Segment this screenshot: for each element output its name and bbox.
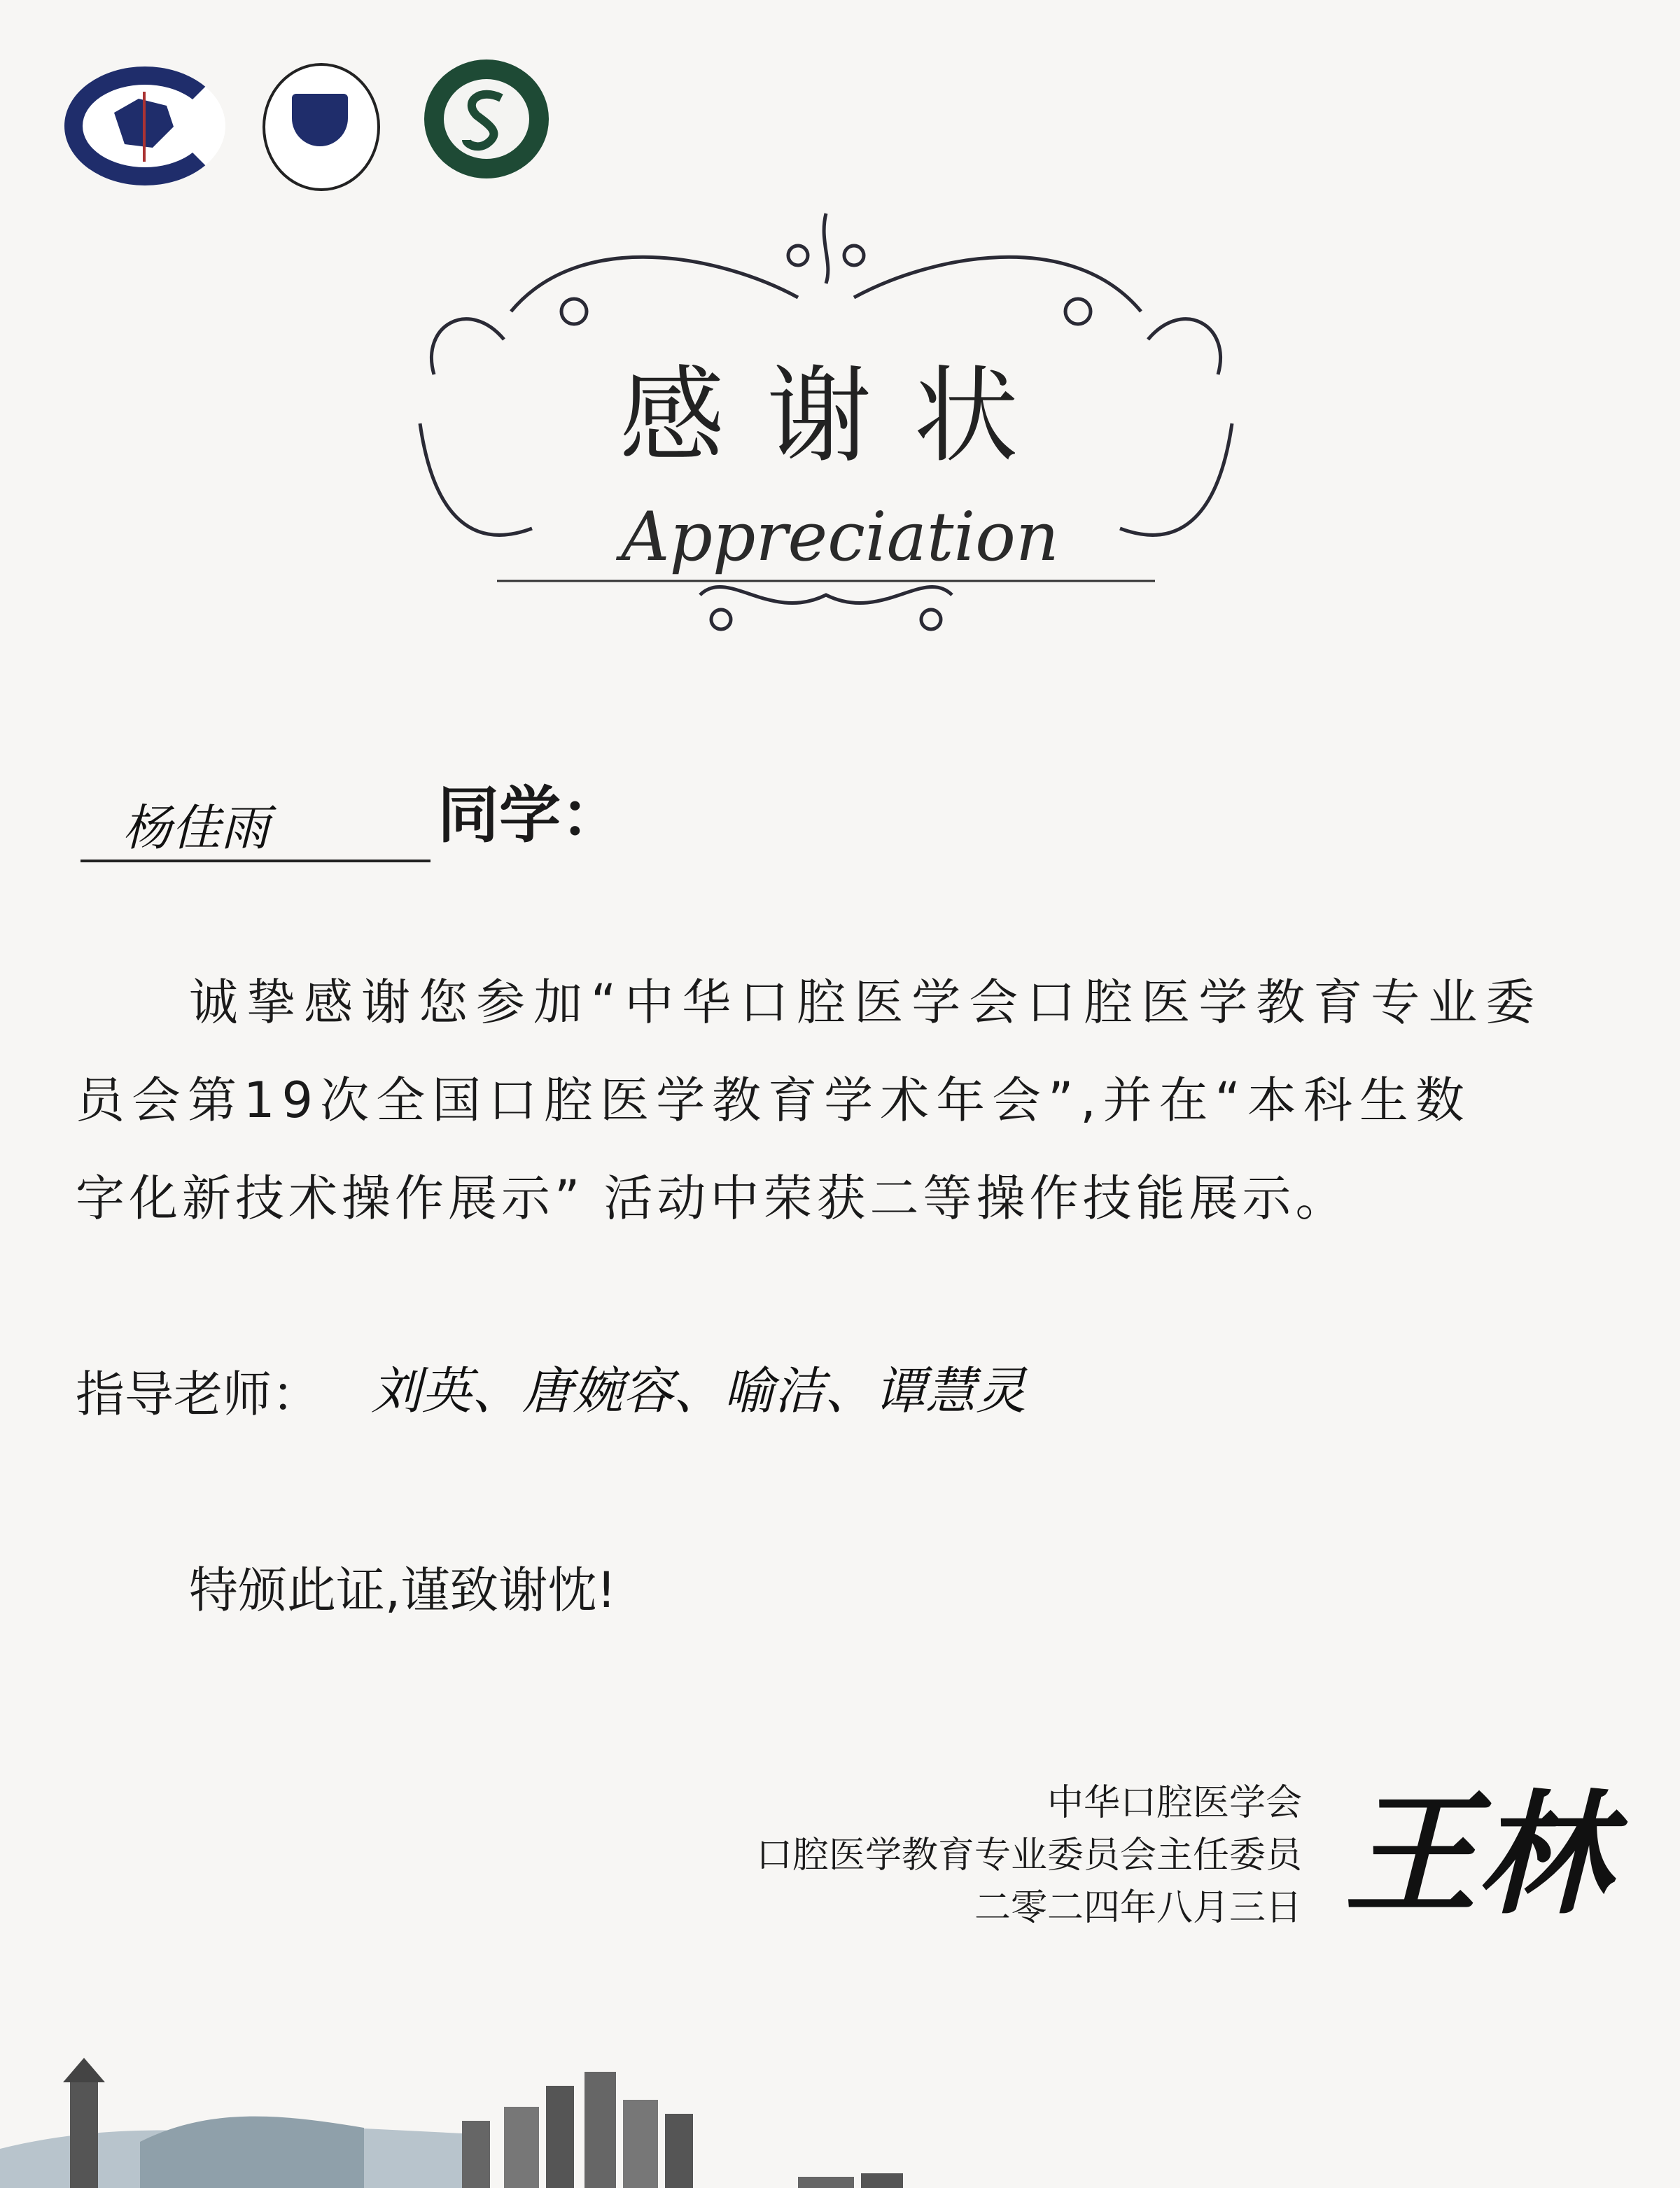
certificate-subtitle: Appreciation [621,498,1059,576]
issue-date: 二零二四年八月三日 [974,1887,1302,1929]
s-emblem-icon [424,59,549,178]
map-icon [83,85,207,167]
issuer-role: 口腔医学教育专业委员会主任委员 [755,1835,1302,1877]
nanjing-stomatology-college-logo [424,59,549,178]
body-line-2: 员会第19次全国口腔医学教育学术年会”,并在“本科生数 [76,1072,1471,1129]
advisors-names: 刘英、唐婉容、喻洁、谭慧灵 [371,1361,1027,1420]
recipient-name: 杨佳雨 [122,799,270,857]
recipient-suffix: 同学： [438,779,623,851]
body-line-3: 字化新技术操作展示” 活动中荣获二等操作技能展示。 [76,1170,1349,1227]
city-skyline-illustration [0,2030,1680,2188]
closing-text: 特颁此证,谨致谢忱! [189,1562,617,1619]
body-line-1: 诚挚感谢您参加“中华口腔医学会口腔医学教育专业委 [189,974,1544,1031]
signature: 王林 [1344,1776,1611,1933]
chinese-stomatological-association-logo [64,66,225,185]
university-logo [262,63,380,191]
recipient-underline [80,860,430,862]
certificate-title: 感谢状 [619,356,1060,477]
advisors-label: 指导老师： [76,1366,321,1423]
issuer-org: 中华口腔医学会 [1046,1782,1302,1824]
